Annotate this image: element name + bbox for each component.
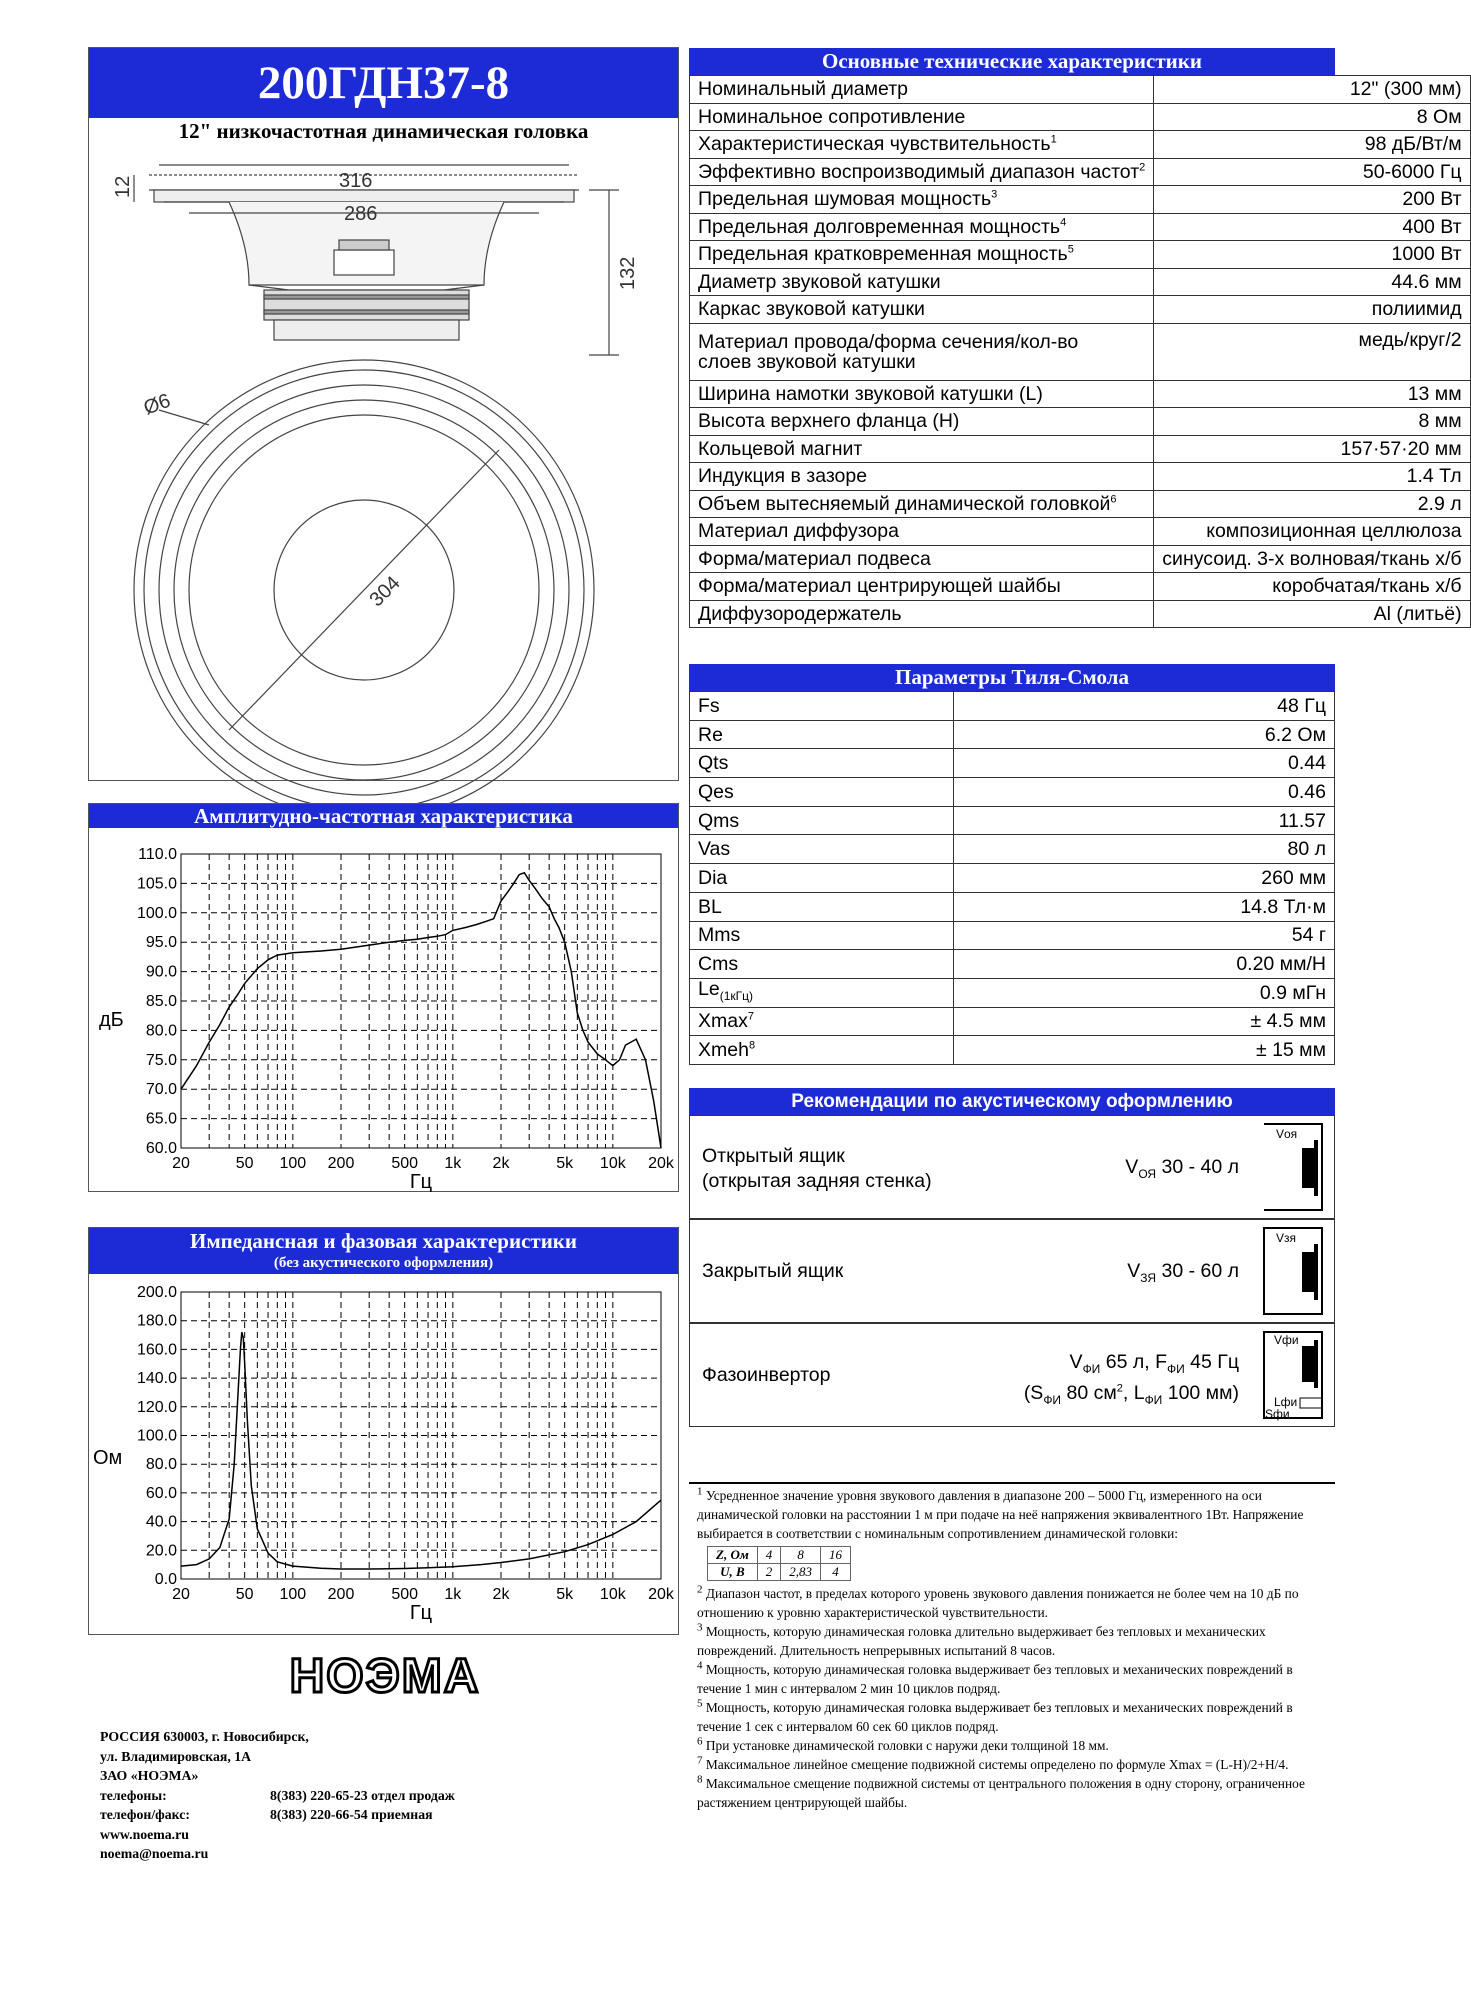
phones-value: 8(383) 220-65-23 отдел продаж (270, 1787, 455, 1803)
rec-open-box (689, 1115, 1335, 1219)
spec-value: композиционная целлюлоза (1154, 518, 1470, 546)
y-tick-label: 120.0 (136, 1398, 177, 1416)
footnote: $^8$ Максимальное смещение подвижной системы от центрального положения в одну сторону, ограниченное растяжением центрирующей шайбы. (697, 1773, 1305, 1810)
footnote: $^4$ Мощность, которую динамическая головка выдерживает без тепловых и механических повреждений в течение 1 мин с интервалом 2 мин 10 циклов подряд. (697, 1659, 1293, 1696)
ts-value: 80 л (954, 835, 1335, 864)
spec-name: Объем вытесняемый динамической головкой$^6$ (690, 490, 1154, 518)
dim-286: 286 (344, 203, 378, 225)
spec-name: Предельная кратковременная мощность$^5$ (690, 241, 1154, 269)
ts-value: ± 15 мм (954, 1036, 1335, 1065)
rec-bass-reflex (689, 1323, 1335, 1427)
x-tick-label: 1k (444, 1586, 462, 1603)
y-tick-label: 90.0 (145, 963, 177, 981)
specs-table (689, 75, 1471, 628)
spec-value: коробчатая/ткань х/б (1154, 573, 1470, 601)
footnote: $^2$ Диапазон частот, в пределах которого уровень звукового давления понижается не более чем на 10 дБ по отношению к уровню характеристической чувствительности. (697, 1583, 1299, 1620)
ts-name: Re (690, 720, 954, 749)
y-tick-label: 95.0 (145, 934, 177, 952)
x-tick-label: 2k (492, 1586, 510, 1603)
voltage-cell: 4 (821, 1564, 851, 1581)
x-tick-label: 20k (648, 1586, 674, 1603)
fax-label: телефон/факс: (100, 1807, 190, 1822)
y-tick-label: 40.0 (145, 1513, 177, 1531)
spec-value: 400 Вт (1154, 213, 1470, 241)
y-tick-label: 60.0 (145, 1140, 177, 1157)
ts-value: 0.46 (954, 778, 1335, 807)
ts-value: 6.2 Ом (954, 720, 1335, 749)
spec-value: Al (литьё) (1154, 600, 1470, 628)
ts-row (690, 720, 1335, 749)
svg-text:Sфи: Sфи (1265, 1407, 1290, 1421)
ts-value: 0.44 (954, 749, 1335, 778)
ts-name: Mms (690, 921, 954, 950)
spec-row (690, 408, 1471, 436)
x-tick-label: 50 (235, 1155, 254, 1172)
specs-title: Основные технические характеристики (689, 48, 1335, 75)
x-tick-label: 100 (279, 1586, 307, 1603)
spec-name: Характеристическая чувствительность$^1$ (690, 131, 1154, 159)
open-box-volume: $V_{ОЯ}$ 30 - 40 л (1125, 1156, 1239, 1181)
x-tick-label: 20k (648, 1155, 674, 1172)
ts-name: Xmeh$^8$ (690, 1036, 954, 1065)
ts-value: 260 мм (954, 864, 1335, 893)
spec-name: Индукция в зазоре (690, 463, 1154, 491)
spec-value: 8 мм (1154, 408, 1470, 436)
voltage-cell: 4 (757, 1547, 781, 1564)
spec-value: 2.9 л (1154, 490, 1470, 518)
y-tick-label: 200.0 (136, 1284, 177, 1301)
spec-name: Номинальное сопротивление (690, 103, 1154, 131)
x-tick-label: 500 (391, 1586, 419, 1603)
ts-name: $Le_{(1кГц)}$ (690, 978, 954, 1007)
address-line-1: РОССИЯ 630003, г. Новосибирск, (100, 1729, 309, 1744)
noema-logo (280, 1648, 490, 1704)
spec-row (690, 323, 1471, 380)
open-box-label: Открытый ящик (702, 1145, 845, 1167)
footnote: $^5$ Мощность, которую динамическая головка выдерживает без тепловых и механических повреждений в течение 1 сек с интервалом 60 сек 60 циклов подряд. (697, 1697, 1293, 1734)
x-tick-label: 2k (492, 1155, 510, 1172)
spec-name: Диаметр звуковой катушки (690, 268, 1154, 296)
y-tick-label: 105.0 (136, 875, 177, 893)
ts-table (689, 691, 1335, 1065)
spec-value: 13 мм (1154, 380, 1470, 408)
dim-304: 304 (365, 572, 405, 612)
spec-row (690, 490, 1471, 518)
fax-value: 8(383) 220-66-54 приемная (270, 1807, 433, 1822)
spec-value: 200 Вт (1154, 186, 1470, 214)
ts-row (690, 835, 1335, 864)
dim-12: 12 (112, 175, 134, 198)
svg-text:Vзя: Vзя (1276, 1231, 1297, 1245)
spec-value: медь/круг/2 (1154, 323, 1470, 380)
y-tick-label: 0.0 (154, 1571, 177, 1588)
ts-row (690, 692, 1335, 721)
spec-value: 8 Ом (1154, 103, 1470, 131)
y-axis-label: Ом (93, 1447, 123, 1469)
ts-name: Qts (690, 749, 954, 778)
svg-text:Vоя: Vоя (1276, 1127, 1298, 1141)
footnote: $^1$ Усредненное значение уровня звукового давления в диапазоне 200 – 5000 Гц, измеренного на оси динамической головки на расстоянии 1 м при подаче на неё напряжения эквивалентного 1Вт. Напряжение выбирается в соответствии с номинальным сопротивлением динамической головки: (697, 1485, 1304, 1541)
y-tick-label: 75.0 (145, 1051, 177, 1069)
x-tick-label: 200 (327, 1155, 355, 1172)
spec-row (690, 103, 1471, 131)
imp-chart-title: Импедансная и фазовая характеристики (89, 1228, 678, 1254)
ts-row (690, 806, 1335, 835)
contacts (100, 1727, 600, 1864)
ts-name: Xmax$^7$ (690, 1007, 954, 1036)
x-axis-label: Гц (409, 1602, 433, 1624)
y-tick-label: 20.0 (145, 1542, 177, 1560)
ts-row (690, 892, 1335, 921)
spec-value: 50-6000 Гц (1154, 158, 1470, 186)
dim-d6: Ø6 (140, 389, 174, 420)
spec-name: Форма/материал подвеса (690, 545, 1154, 573)
ts-name: Dia (690, 864, 954, 893)
website-link[interactable]: www.noema.ru (100, 1826, 189, 1842)
bass-reflex-params: $V_{ФИ}$ 65 л, $F_{ФИ}$ 45 Гц ($S_{ФИ}$ 80 $см^2$, $L_{ФИ}$ 100 мм) (1023, 1351, 1239, 1407)
spec-row (690, 600, 1471, 628)
spec-name: Каркас звуковой катушки (690, 296, 1154, 324)
y-axis-label: дБ (99, 1009, 124, 1031)
x-tick-label: 200 (327, 1586, 355, 1603)
x-tick-label: 1k (444, 1155, 462, 1172)
email-link[interactable]: noema@noema.ru (100, 1846, 209, 1861)
footnote-rule (689, 1482, 1335, 1484)
svg-text:Lфи: Lфи (1274, 1395, 1298, 1409)
voltage-table (707, 1546, 851, 1581)
open-box-note: (открытая задняя стенка) (702, 1170, 932, 1192)
spec-value: 44.6 мм (1154, 268, 1470, 296)
y-tick-label: 180.0 (136, 1312, 177, 1330)
ts-title: Параметры Тиля-Смола (689, 664, 1335, 691)
fr-chart-title: Амплитудно-частотная характеристика (89, 804, 678, 828)
spec-row (690, 463, 1471, 491)
dim-132: 132 (617, 256, 639, 290)
ts-name: Fs (690, 692, 954, 721)
spec-name: Ширина намотки звуковой катушки (L) (690, 380, 1154, 408)
x-tick-label: 20 (172, 1586, 190, 1603)
y-tick-label: 80.0 (145, 1456, 177, 1474)
spec-name: Высота верхнего фланца (H) (690, 408, 1154, 436)
open-box-icon (1262, 1120, 1324, 1214)
y-tick-label: 100.0 (136, 1427, 177, 1445)
y-tick-label: 110.0 (138, 846, 177, 863)
ts-value: 0.9 мГн (954, 978, 1335, 1007)
spec-name: Предельная долговременная мощность$^4$ (690, 213, 1154, 241)
spec-row (690, 268, 1471, 296)
ts-value: 48 Гц (954, 692, 1335, 721)
x-tick-label: 10k (599, 1586, 626, 1603)
spec-row (690, 213, 1471, 241)
y-tick-label: 80.0 (145, 1022, 177, 1040)
ts-value: 0.20 мм/Н (954, 950, 1335, 979)
spec-row (690, 186, 1471, 214)
voltage-cell: 16 (821, 1547, 851, 1564)
address-line-2: ул. Владимировская, 1А (100, 1748, 252, 1764)
voltage-cell: 2 (757, 1564, 781, 1581)
spec-row (690, 518, 1471, 546)
y-tick-label: 85.0 (145, 993, 177, 1010)
x-tick-label: 10k (599, 1155, 626, 1172)
model-title: 200ГДН37-8 (89, 48, 678, 118)
ts-value: 14.8 Тл·м (954, 892, 1335, 921)
spec-row (690, 380, 1471, 408)
y-tick-label: 100.0 (136, 904, 177, 922)
footnotes (697, 1486, 1322, 1812)
voltage-cell: Z, Ом (708, 1547, 758, 1564)
x-tick-label: 50 (235, 1586, 254, 1603)
y-tick-label: 65.0 (145, 1110, 177, 1128)
ts-value: ± 4.5 мм (954, 1007, 1335, 1036)
closed-box-volume: $V_{ЗЯ}$ 30 - 60 л (1127, 1260, 1239, 1285)
closed-box-label: Закрытый ящик (702, 1260, 844, 1282)
ts-row (690, 978, 1335, 1007)
ts-row (690, 921, 1335, 950)
x-tick-label: 500 (391, 1155, 419, 1172)
fr-chart (89, 828, 678, 1193)
spec-value: 98 дБ/Вт/м (1154, 131, 1470, 159)
company-name: ЗАО «НОЭМА» (100, 1768, 199, 1783)
spec-name: Диффузородержатель (690, 600, 1154, 628)
spec-row (690, 241, 1471, 269)
spec-row (690, 76, 1471, 104)
spec-row (690, 131, 1471, 159)
ts-value: 54 г (954, 921, 1335, 950)
spec-name: Материал диффузора (690, 518, 1154, 546)
spec-name: Эффективно воспроизводимый диапазон частот$^2$ (690, 158, 1154, 186)
spec-value: 1000 Вт (1154, 241, 1470, 269)
imp-chart-subtitle: (без акустического оформления) (89, 1254, 678, 1274)
svg-text:НОЭМА: НОЭМА (289, 1650, 481, 1703)
spec-value: синусоид. 3-х волновая/ткань х/б (1154, 545, 1470, 573)
spec-row (690, 435, 1471, 463)
bass-reflex-icon (1262, 1328, 1324, 1422)
y-tick-label: 60.0 (145, 1484, 177, 1502)
subtitle: 12" низкочастотная динамическая головка (178, 119, 589, 143)
spec-value: 1.4 Тл (1154, 463, 1470, 491)
spec-value: 157·57·20 мм (1154, 435, 1470, 463)
ts-name: Cms (690, 950, 954, 979)
x-axis-label: Гц (409, 1171, 433, 1193)
spec-value: 12" (300 мм) (1154, 76, 1470, 104)
svg-text:Vфи: Vфи (1274, 1333, 1299, 1347)
phones-label: телефоны: (100, 1787, 167, 1803)
x-tick-label: 100 (279, 1155, 307, 1172)
y-tick-label: 160.0 (136, 1341, 177, 1359)
dim-316: 316 (339, 170, 373, 192)
ts-name: Qms (690, 806, 954, 835)
x-tick-label: 5k (556, 1586, 574, 1603)
spec-value: полиимид (1154, 296, 1470, 324)
spec-name: Материал провода/форма сечения/кол-во слоев звуковой катушки (690, 323, 1154, 380)
rec-title: Рекомендации по акустическому оформлению (689, 1088, 1335, 1115)
ts-row (690, 950, 1335, 979)
footnote: $^6$ При установке динамической головки с наружи деки толщиной 18 мм. (697, 1735, 1109, 1753)
spec-row (690, 573, 1471, 601)
footnote: $^3$ Мощность, которую динамическая головка длительно выдерживает без тепловых и механических повреждений. Длительность непрерывных испытаний 8 часов. (697, 1621, 1266, 1658)
ts-row (690, 749, 1335, 778)
spec-name: Предельная шумовая мощность$^3$ (690, 186, 1154, 214)
ts-row (690, 1007, 1335, 1036)
voltage-cell: U, В (708, 1564, 758, 1581)
spec-name: Форма/материал центрирующей шайбы (690, 573, 1154, 601)
imp-chart (89, 1274, 678, 1634)
voltage-cell: 2,83 (781, 1564, 821, 1581)
ts-name: Vas (690, 835, 954, 864)
ts-value: 11.57 (954, 806, 1335, 835)
spec-name: Номинальный диаметр (690, 76, 1154, 104)
ts-row (690, 778, 1335, 807)
spec-row (690, 545, 1471, 573)
y-tick-label: 140.0 (136, 1370, 177, 1388)
ts-row (690, 1036, 1335, 1065)
spec-name: Кольцевой магнит (690, 435, 1154, 463)
rec-closed-box (689, 1219, 1335, 1323)
bass-reflex-label: Фазоинвертор (702, 1364, 831, 1386)
ts-name: BL (690, 892, 954, 921)
closed-box-icon (1262, 1224, 1324, 1318)
x-tick-label: 20 (172, 1155, 190, 1172)
ts-row (690, 864, 1335, 893)
footnote: $^7$ Максимальное линейное смещение подвижной системы определено по формуле Xmax = (L-H)/2+H/4. (697, 1754, 1289, 1772)
spec-row (690, 296, 1471, 324)
voltage-cell: 8 (781, 1547, 821, 1564)
speaker-drawing (89, 145, 678, 779)
ts-name: Qes (690, 778, 954, 807)
y-tick-label: 70.0 (145, 1081, 177, 1099)
spec-row (690, 158, 1471, 186)
x-tick-label: 5k (556, 1155, 574, 1172)
